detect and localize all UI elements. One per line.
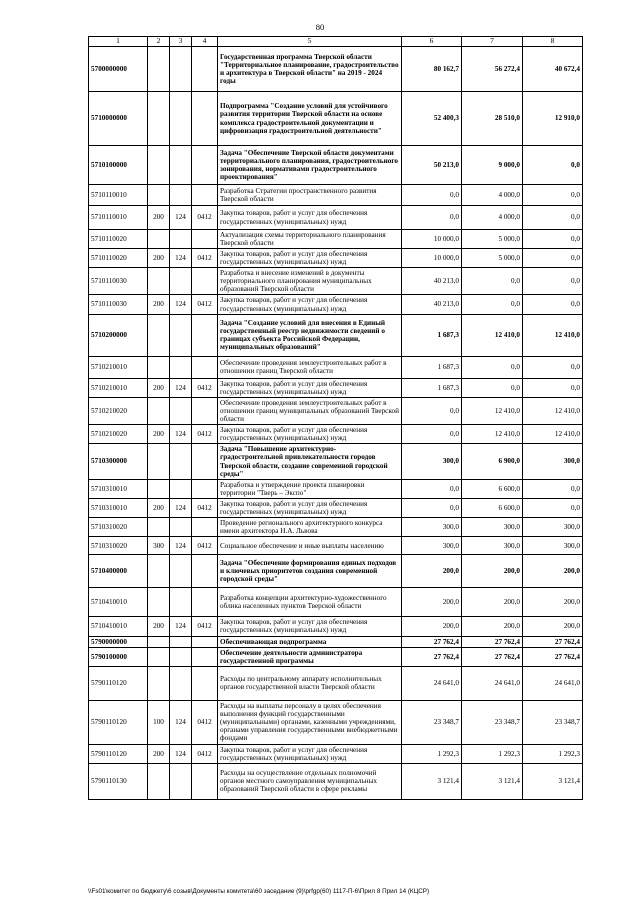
cell-c1: 5710410010 <box>89 617 148 636</box>
cell-c5: Задача "Обеспечение формирования единых подходов и ключевых приоритетов создания современной городской среды" <box>218 555 402 588</box>
cell-c7: 0,0 <box>462 378 523 397</box>
cell-c3 <box>170 47 192 92</box>
table-row <box>89 47 583 92</box>
cell-c4 <box>192 444 218 480</box>
cell-c7: 300,0 <box>462 518 523 537</box>
cell-c4 <box>192 518 218 537</box>
table-row <box>89 444 583 480</box>
cell-c4 <box>192 314 218 356</box>
cell-c6: 0,0 <box>402 206 462 230</box>
table-row <box>89 636 583 647</box>
cell-c7: 5 000,0 <box>462 230 523 249</box>
cell-c5: Расходы на осуществление отдельных полномочий органов местного самоуправления муниципальных образований Тверской области в сфере рекламы <box>218 763 402 799</box>
cell-c6: 1 687,3 <box>402 356 462 378</box>
cell-c6: 24 641,0 <box>402 666 462 700</box>
cell-c8: 27 762,4 <box>523 636 583 647</box>
cell-c8: 3 121,4 <box>523 763 583 799</box>
cell-c8: 0,0 <box>523 206 583 230</box>
cell-c8: 0,0 <box>523 185 583 206</box>
cell-c8: 12 910,0 <box>523 92 583 146</box>
cell-c2 <box>148 480 170 499</box>
cell-c2 <box>148 588 170 617</box>
cell-c2 <box>148 92 170 146</box>
cell-c6: 0,0 <box>402 480 462 499</box>
table-row <box>89 518 583 537</box>
cell-c8: 0,0 <box>523 378 583 397</box>
cell-c4 <box>192 555 218 588</box>
table-row <box>89 666 583 700</box>
col-header: 4 <box>192 37 218 47</box>
cell-c8: 200,0 <box>523 555 583 588</box>
cell-c5: Разработка и внесение изменений в документы территориального планирования муниципальных образований Тверской области <box>218 268 402 295</box>
cell-c6: 50 213,0 <box>402 146 462 185</box>
cell-c1: 5710410010 <box>89 588 148 617</box>
table-row <box>89 647 583 666</box>
cell-c1: 5710310020 <box>89 537 148 555</box>
cell-c8: 300,0 <box>523 537 583 555</box>
cell-c6: 300,0 <box>402 537 462 555</box>
cell-c6: 1 687,3 <box>402 314 462 356</box>
cell-c7: 12 410,0 <box>462 314 523 356</box>
table-row <box>89 744 583 763</box>
cell-c8: 12 410,0 <box>523 314 583 356</box>
cell-c2 <box>148 636 170 647</box>
cell-c8: 0,0 <box>523 230 583 249</box>
cell-c7: 200,0 <box>462 588 523 617</box>
cell-c4 <box>192 185 218 206</box>
footer-path: \\Fs01\комитет по бюджету\6 созыв\Документы комитета\60 заседание (9)\prfgp(60) 1117-П-6\Прил 8 Прил 14 (КЦСР) <box>88 888 430 895</box>
cell-c2: 200 <box>148 617 170 636</box>
cell-c3 <box>170 636 192 647</box>
col-header: 7 <box>462 37 523 47</box>
cell-c6: 27 762,4 <box>402 636 462 647</box>
cell-c7: 6 600,0 <box>462 499 523 518</box>
table-row <box>89 92 583 146</box>
col-header: 2 <box>148 37 170 47</box>
table-row <box>89 206 583 230</box>
cell-c8: 300,0 <box>523 518 583 537</box>
cell-c3 <box>170 480 192 499</box>
cell-c2: 200 <box>148 744 170 763</box>
cell-c3 <box>170 555 192 588</box>
cell-c7: 4 000,0 <box>462 185 523 206</box>
cell-c6: 27 762,4 <box>402 647 462 666</box>
table-row <box>89 763 583 799</box>
cell-c6: 10 000,0 <box>402 249 462 268</box>
cell-c1: 5790110120 <box>89 744 148 763</box>
cell-c6: 300,0 <box>402 518 462 537</box>
col-header: 5 <box>218 37 402 47</box>
cell-c2: 200 <box>148 249 170 268</box>
cell-c1: 5710310020 <box>89 518 148 537</box>
cell-c5: Государственная программа Тверской области "Территориальное планирование, градостроительство и архитектура в Тверской области" на 2019 - 2024 годы <box>218 47 402 92</box>
cell-c1: 5710400000 <box>89 555 148 588</box>
cell-c2 <box>148 397 170 424</box>
cell-c1: 5710110030 <box>89 268 148 295</box>
cell-c2: 100 <box>148 700 170 744</box>
table-row <box>89 617 583 636</box>
cell-c7: 27 762,4 <box>462 636 523 647</box>
cell-c3: 124 <box>170 537 192 555</box>
cell-c1: 5710200000 <box>89 314 148 356</box>
table-row <box>89 480 583 499</box>
cell-c5: Разработка концепции архитектурно-художественного облика населенных пунктов Тверской области <box>218 588 402 617</box>
table-row <box>89 185 583 206</box>
cell-c3 <box>170 92 192 146</box>
cell-c1: 5710210010 <box>89 356 148 378</box>
cell-c5: Подпрограмма "Создание условий для устойчивого развития территории Тверской области на основе комплекса градостроительной документации и цифровизация градостроительной деятельности" <box>218 92 402 146</box>
cell-c1: 5710110010 <box>89 206 148 230</box>
cell-c3 <box>170 647 192 666</box>
cell-c2 <box>148 555 170 588</box>
cell-c7: 24 641,0 <box>462 666 523 700</box>
cell-c4: 0412 <box>192 295 218 314</box>
cell-c3 <box>170 268 192 295</box>
cell-c8: 27 762,4 <box>523 647 583 666</box>
cell-c4 <box>192 397 218 424</box>
cell-c6: 0,0 <box>402 185 462 206</box>
cell-c2 <box>148 314 170 356</box>
table-row <box>89 378 583 397</box>
cell-c7: 9 000,0 <box>462 146 523 185</box>
cell-c5: Проведение регионального архитектурного конкурса имени архитектора Н.А. Львова <box>218 518 402 537</box>
cell-c2 <box>148 268 170 295</box>
cell-c6: 200,0 <box>402 555 462 588</box>
table-row <box>89 588 583 617</box>
cell-c1: 5710210020 <box>89 424 148 443</box>
cell-c2 <box>148 146 170 185</box>
table-row <box>89 700 583 744</box>
table-row <box>89 249 583 268</box>
cell-c4 <box>192 146 218 185</box>
table-row <box>89 397 583 424</box>
cell-c3: 124 <box>170 249 192 268</box>
cell-c3 <box>170 356 192 378</box>
col-header: 3 <box>170 37 192 47</box>
cell-c2 <box>148 444 170 480</box>
table-row <box>89 555 583 588</box>
cell-c6: 0,0 <box>402 424 462 443</box>
cell-c8: 1 292,3 <box>523 744 583 763</box>
cell-c2: 200 <box>148 378 170 397</box>
cell-c3 <box>170 666 192 700</box>
cell-c4: 0412 <box>192 378 218 397</box>
budget-table <box>88 36 583 800</box>
cell-c6: 200,0 <box>402 588 462 617</box>
cell-c6: 23 348,7 <box>402 700 462 744</box>
table-row <box>89 499 583 518</box>
cell-c3 <box>170 588 192 617</box>
cell-c2: 300 <box>148 537 170 555</box>
table-row <box>89 537 583 555</box>
cell-c5: Закупка товаров, работ и услуг для обеспечения государственных (муниципальных) нужд <box>218 249 402 268</box>
cell-c4: 0412 <box>192 700 218 744</box>
table-row <box>89 295 583 314</box>
cell-c4 <box>192 480 218 499</box>
table-row <box>89 356 583 378</box>
cell-c3: 124 <box>170 617 192 636</box>
cell-c4: 0412 <box>192 424 218 443</box>
cell-c2 <box>148 185 170 206</box>
cell-c5: Закупка товаров, работ и услуг для обеспечения государственных (муниципальных) нужд <box>218 617 402 636</box>
cell-c7: 6 900,0 <box>462 444 523 480</box>
cell-c3: 124 <box>170 206 192 230</box>
cell-c7: 56 272,4 <box>462 47 523 92</box>
cell-c4: 0412 <box>192 499 218 518</box>
cell-c7: 4 000,0 <box>462 206 523 230</box>
cell-c3 <box>170 518 192 537</box>
cell-c8: 40 672,4 <box>523 47 583 92</box>
cell-c7: 200,0 <box>462 555 523 588</box>
cell-c4: 0412 <box>192 249 218 268</box>
cell-c5: Задача "Создание условий для внесения в Единый государственный реестр недвижимости сведений о границах субъекта Российской Федерации, муниципальных образований" <box>218 314 402 356</box>
cell-c7: 0,0 <box>462 268 523 295</box>
cell-c5: Закупка товаров, работ и услуг для обеспечения государственных (муниципальных) нужд <box>218 424 402 443</box>
cell-c8: 300,0 <box>523 444 583 480</box>
cell-c4 <box>192 92 218 146</box>
cell-c7: 0,0 <box>462 356 523 378</box>
cell-c1: 5710100000 <box>89 146 148 185</box>
cell-c4: 0412 <box>192 744 218 763</box>
cell-c2: 200 <box>148 295 170 314</box>
cell-c6: 1 687,3 <box>402 378 462 397</box>
cell-c4 <box>192 647 218 666</box>
cell-c4: 0412 <box>192 617 218 636</box>
cell-c3 <box>170 314 192 356</box>
cell-c2 <box>148 356 170 378</box>
cell-c7: 1 292,3 <box>462 744 523 763</box>
cell-c6: 40 213,0 <box>402 295 462 314</box>
cell-c1: 5710110020 <box>89 230 148 249</box>
cell-c4 <box>192 47 218 92</box>
cell-c5: Закупка товаров, работ и услуг для обеспечения государственных (муниципальных) нужд <box>218 206 402 230</box>
cell-c6: 1 292,3 <box>402 744 462 763</box>
cell-c7: 5 000,0 <box>462 249 523 268</box>
cell-c5: Закупка товаров, работ и услуг для обеспечения государственных (муниципальных) нужд <box>218 295 402 314</box>
cell-c2: 200 <box>148 499 170 518</box>
cell-c1: 5790100000 <box>89 647 148 666</box>
cell-c1: 5710110010 <box>89 185 148 206</box>
cell-c4 <box>192 356 218 378</box>
cell-c5: Задача "Обеспечение Тверской области документами территориального планирования, градостроительного зонирования, нормативами градостроительного проектирования" <box>218 146 402 185</box>
table-row <box>89 424 583 443</box>
cell-c5: Актуализация схемы территориального планирования Тверской области <box>218 230 402 249</box>
cell-c7: 27 762,4 <box>462 647 523 666</box>
cell-c6: 200,0 <box>402 617 462 636</box>
cell-c3 <box>170 444 192 480</box>
cell-c8: 12 410,0 <box>523 397 583 424</box>
cell-c5: Обеспечивающая подпрограмма <box>218 636 402 647</box>
cell-c7: 12 410,0 <box>462 397 523 424</box>
cell-c1: 5710210010 <box>89 378 148 397</box>
col-header: 6 <box>402 37 462 47</box>
cell-c3: 124 <box>170 378 192 397</box>
cell-c6: 0,0 <box>402 499 462 518</box>
table-body <box>89 47 583 800</box>
cell-c1: 5790000000 <box>89 636 148 647</box>
cell-c3 <box>170 230 192 249</box>
cell-c5: Расходы по центральному аппарату исполнительных органов государственной власти Тверской области <box>218 666 402 700</box>
cell-c1: 5710310010 <box>89 480 148 499</box>
cell-c1: 5710300000 <box>89 444 148 480</box>
cell-c6: 52 400,3 <box>402 92 462 146</box>
cell-c4 <box>192 588 218 617</box>
cell-c5: Разработка Стратегии пространственного развития Тверской области <box>218 185 402 206</box>
cell-c2 <box>148 647 170 666</box>
cell-c6: 80 162,7 <box>402 47 462 92</box>
cell-c2 <box>148 230 170 249</box>
table-row <box>89 268 583 295</box>
cell-c1: 5710210020 <box>89 397 148 424</box>
cell-c6: 0,0 <box>402 397 462 424</box>
cell-c5: Обеспечение проведения землеустроительных работ в отношении границ Тверской области <box>218 356 402 378</box>
cell-c7: 300,0 <box>462 537 523 555</box>
cell-c8: 0,0 <box>523 249 583 268</box>
cell-c5: Обеспечение деятельности администратора государственной программы <box>218 647 402 666</box>
table-row <box>89 230 583 249</box>
cell-c7: 200,0 <box>462 617 523 636</box>
cell-c5: Закупка товаров, работ и услуг для обеспечения государственных (муниципальных) нужд <box>218 499 402 518</box>
header-row <box>89 37 583 47</box>
cell-c1: 5710110020 <box>89 249 148 268</box>
cell-c7: 6 600,0 <box>462 480 523 499</box>
cell-c1: 5710110030 <box>89 295 148 314</box>
cell-c3 <box>170 763 192 799</box>
cell-c7: 3 121,4 <box>462 763 523 799</box>
cell-c4 <box>192 666 218 700</box>
cell-c6: 300,0 <box>402 444 462 480</box>
cell-c5: Закупка товаров, работ и услуг для обеспечения государственных (муниципальных) нужд <box>218 378 402 397</box>
cell-c2: 200 <box>148 206 170 230</box>
cell-c5: Обеспечение проведения землеустроительных работ в отношении границ муниципальных образований Тверской области <box>218 397 402 424</box>
cell-c8: 200,0 <box>523 617 583 636</box>
cell-c5: Расходы на выплаты персоналу в целях обеспечения выполнения функций государственными (муниципальными) органами, казенными учреждениями, органами управления государственными внебюджетными фондами <box>218 700 402 744</box>
cell-c6: 10 000,0 <box>402 230 462 249</box>
cell-c2 <box>148 47 170 92</box>
cell-c5: Закупка товаров, работ и услуг для обеспечения государственных (муниципальных) нужд <box>218 744 402 763</box>
cell-c1: 5790110130 <box>89 763 148 799</box>
cell-c4: 0412 <box>192 537 218 555</box>
cell-c5: Социальное обеспечение и иные выплаты населению <box>218 537 402 555</box>
cell-c8: 24 641,0 <box>523 666 583 700</box>
cell-c4: 0412 <box>192 206 218 230</box>
cell-c5: Задача "Повышение архитектурно-градостроительной привлекательности городов Тверской области, создание современной городской среды" <box>218 444 402 480</box>
cell-c1: 5710000000 <box>89 92 148 146</box>
cell-c8: 0,0 <box>523 295 583 314</box>
cell-c7: 28 510,0 <box>462 92 523 146</box>
page-number: 80 <box>315 22 325 32</box>
col-header: 8 <box>523 37 583 47</box>
cell-c7: 0,0 <box>462 295 523 314</box>
cell-c3 <box>170 397 192 424</box>
cell-c1: 5790110120 <box>89 700 148 744</box>
cell-c2 <box>148 518 170 537</box>
cell-c8: 12 410,0 <box>523 424 583 443</box>
table-row <box>89 146 583 185</box>
cell-c2: 200 <box>148 424 170 443</box>
table-row <box>89 314 583 356</box>
cell-c3 <box>170 146 192 185</box>
cell-c1: 5700000000 <box>89 47 148 92</box>
cell-c4 <box>192 763 218 799</box>
cell-c6: 3 121,4 <box>402 763 462 799</box>
cell-c8: 200,0 <box>523 588 583 617</box>
cell-c1: 5790110120 <box>89 666 148 700</box>
cell-c3: 124 <box>170 499 192 518</box>
cell-c8: 0,0 <box>523 356 583 378</box>
cell-c7: 12 410,0 <box>462 424 523 443</box>
cell-c8: 0,0 <box>523 480 583 499</box>
cell-c1: 5710310010 <box>89 499 148 518</box>
cell-c4 <box>192 268 218 295</box>
cell-c3: 124 <box>170 295 192 314</box>
cell-c7: 23 348,7 <box>462 700 523 744</box>
cell-c3: 124 <box>170 424 192 443</box>
cell-c8: 0,0 <box>523 146 583 185</box>
col-header: 1 <box>89 37 148 47</box>
cell-c8: 0,0 <box>523 268 583 295</box>
cell-c8: 23 348,7 <box>523 700 583 744</box>
cell-c6: 40 213,0 <box>402 268 462 295</box>
cell-c8: 0,0 <box>523 499 583 518</box>
cell-c4 <box>192 230 218 249</box>
cell-c2 <box>148 666 170 700</box>
cell-c5: Разработка и утверждение проекта планировки территории "Тверь – Экспо" <box>218 480 402 499</box>
cell-c4 <box>192 636 218 647</box>
cell-c3: 124 <box>170 700 192 744</box>
cell-c3: 124 <box>170 744 192 763</box>
cell-c3 <box>170 185 192 206</box>
cell-c2 <box>148 763 170 799</box>
